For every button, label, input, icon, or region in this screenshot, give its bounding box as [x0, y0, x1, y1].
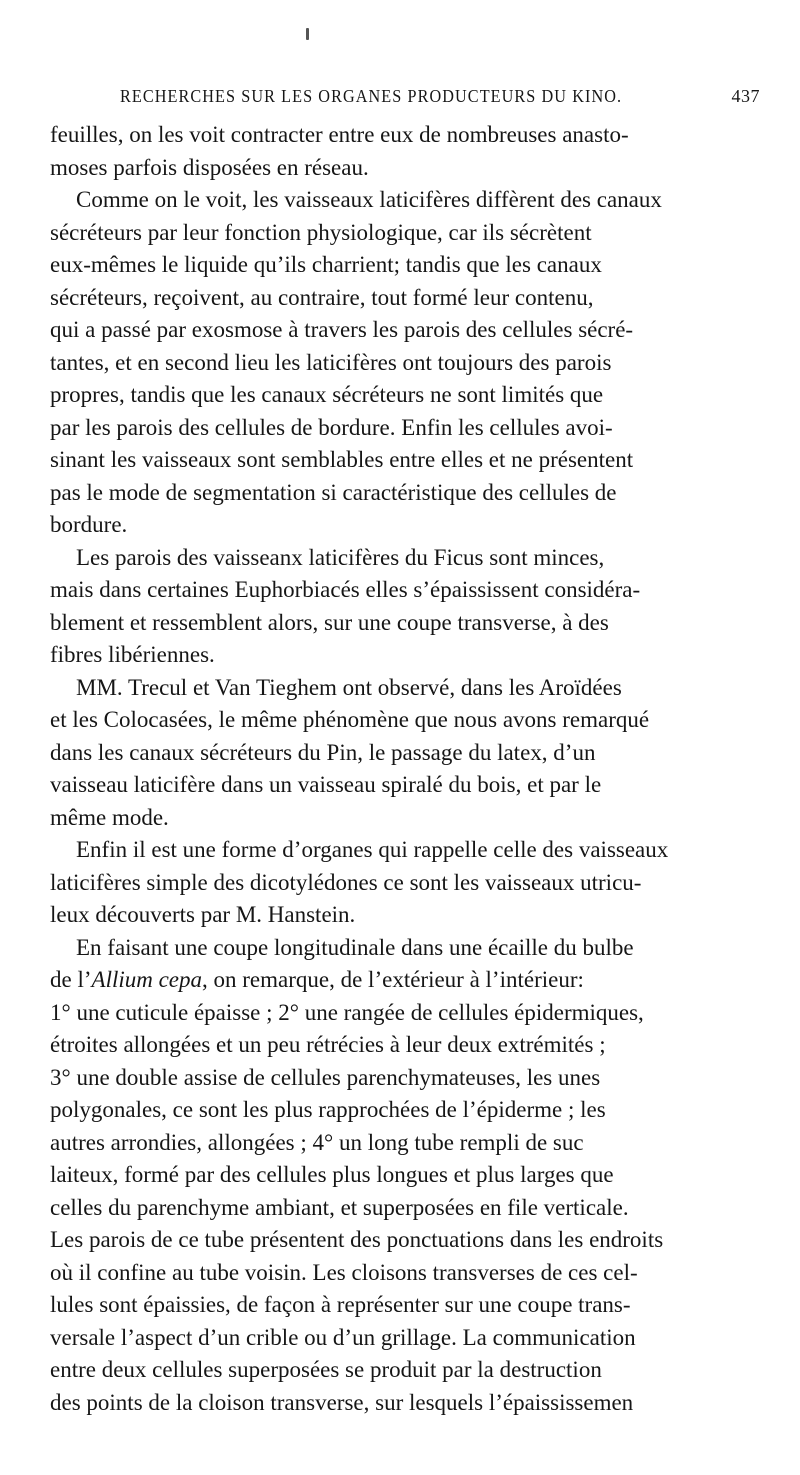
text-line: par les parois des cellules de bordure. Enfin les cellules avoi- — [50, 414, 613, 440]
text-line: MM. Trecul et Van Tieghem ont observé, dans les Aroïdées — [76, 674, 622, 700]
text-line: Les parois des vaisseanx laticifères du Ficus sont minces, — [76, 544, 605, 570]
text-line: et les Colocasées, le même phénomène que nous avons remarqué — [50, 707, 650, 732]
text-line: mais dans certaines Euphorbiacés elles s’épaississent considéra- — [50, 577, 641, 602]
text-line: Enfin il est une forme d’organes qui rappelle celle des vaisseaux — [76, 837, 669, 862]
text-line: feuilles, on les voit contracter entre eux de nombreuses anasto- — [50, 122, 629, 147]
text-line: celles du parenchyme ambiant, et superposées en file verticale. — [50, 1194, 629, 1220]
text-line: pas le mode de segmentation si caractéristique des cellules de — [50, 479, 617, 505]
species-name: Allium cepa — [91, 967, 203, 992]
text-line: versale l’aspect d’un crible ou d’un grillage. La communication — [50, 1324, 636, 1350]
text-line: propres, tandis que les canaux sécréteurs ne sont limités que — [50, 382, 604, 407]
text-line-with-italic — [50, 963, 584, 997]
page-number: 437 — [731, 86, 760, 106]
running-title: RECHERCHES SUR LES ORGANES PRODUCTEURS DU KINO. — [120, 86, 623, 106]
text-line: Comme on le voit, les vaisseaux laticifères diffèrent des canaux — [76, 187, 662, 212]
text-line: fibres libériennes. — [50, 642, 215, 667]
text-line: laiteux, formé par des cellules plus longues et plus larges que — [50, 1162, 614, 1187]
printer-mark — [306, 28, 309, 40]
text-line: laticifères simple des dicotylédones ce sont les vaisseaux utricu- — [50, 869, 642, 895]
text-line: En faisant une coupe longitudinale dans une écaille du bulbe — [76, 934, 634, 960]
text-line: blement et ressemblent alors, sur une coupe transverse, à des — [50, 609, 609, 635]
text-line: lules sont épaissies, de façon à représenter sur une coupe trans- — [50, 1292, 631, 1317]
text-line: sinant les vaisseaux sont semblables entre elles et ne présentent — [50, 447, 634, 472]
text-line: sécréteurs par leur fonction physiologique, car ils sécrètent — [50, 219, 592, 245]
text-line: qui a passé par exosmose à travers les parois des cellules sécré- — [50, 317, 634, 342]
text-line: 1° une cuticule épaisse ; 2° une rangée de cellules épidermiques, — [50, 999, 644, 1025]
text-line: polygonales, ce sont les plus rapprochées de l’épiderme ; les — [50, 1097, 606, 1122]
text-line: eux-mêmes le liquide qu’ils charrient; tandis que les canaux — [50, 252, 602, 277]
text-line: entre deux cellules superposées se produit par la destruction — [50, 1357, 602, 1382]
text-line: sécréteurs, reçoivent, au contraire, tout formé leur contenu, — [50, 284, 594, 310]
text-line: tantes, et en second lieu les laticifères ont toujours des parois — [50, 349, 612, 375]
text-line: leux découverts par M. Hanstein. — [50, 902, 356, 927]
text-line: autres arrondies, allongées ; 4° un long tube rempli de suc — [50, 1129, 584, 1155]
text-line: bordure. — [50, 512, 128, 537]
text-line: où il confine au tube voisin. Les cloisons transverses de ces cel- — [50, 1259, 638, 1285]
text-line: dans les canaux sécréteurs du Pin, le passage du latex, d’un — [50, 739, 596, 765]
text-line: 3° une double assise de cellules parenchymateuses, les unes — [50, 1064, 601, 1090]
text-line: Les parois de ce tube présentent des ponctuations dans les endroits — [50, 1227, 664, 1252]
text-segment: , on remarque, de l’extérieur à l’intérieur: — [202, 967, 584, 992]
running-header — [120, 86, 760, 112]
text-segment: de l’ — [50, 967, 92, 992]
text-line: moses parfois disposées en réseau. — [50, 154, 369, 180]
text-line: même mode. — [50, 804, 169, 830]
text-line: des points de la cloison transverse, sur lesquels l’épaississemen — [50, 1389, 634, 1415]
text-line: vaisseau laticifère dans un vaisseau spiralé du bois, et par le — [50, 772, 602, 797]
text-line: étroites allongées et un peu rétrécies à leur deux extrémités ; — [50, 1032, 606, 1057]
